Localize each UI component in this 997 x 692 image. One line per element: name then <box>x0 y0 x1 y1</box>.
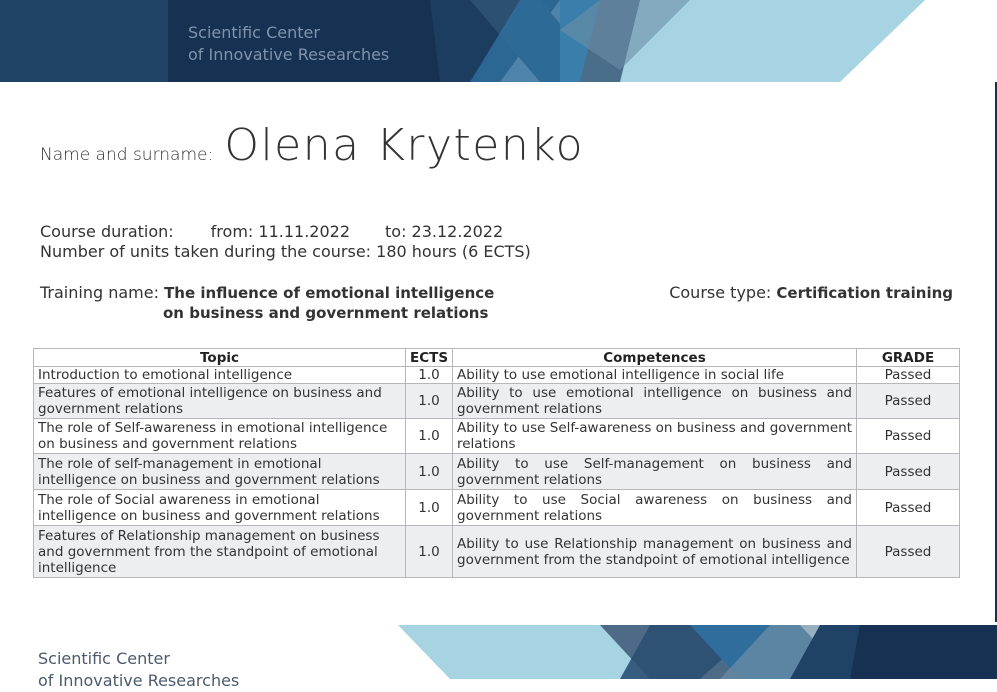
topic-cell: Introduction to emotional intelligence <box>34 367 406 384</box>
header-org-line1: Scientific Center <box>188 23 320 42</box>
course-duration-row <box>40 222 531 242</box>
header-ects: ECTS <box>406 349 453 367</box>
course-info <box>40 222 531 262</box>
grade-cell: Passed <box>857 454 960 490</box>
topic-cell: Features of emotional intelligence on business and government relations <box>34 384 406 419</box>
header-competences: Competences <box>453 349 857 367</box>
header-grade: GRADE <box>857 349 960 367</box>
table-header-row <box>34 349 960 367</box>
competence-cell: Ability to use Self-management on business and government relations <box>453 454 857 490</box>
ects-cell: 1.0 <box>406 454 453 490</box>
footer-organization-name <box>38 648 239 692</box>
ects-cell: 1.0 <box>406 367 453 384</box>
grade-cell: Passed <box>857 419 960 454</box>
topic-cell: The role of Social awareness in emotional intelligence on business and government relations <box>34 490 406 526</box>
table-row <box>34 419 960 454</box>
topic-cell: The role of self-management in emotional intelligence on business and government relations <box>34 454 406 490</box>
competence-cell: Ability to use emotional intelligence on business and government relations <box>453 384 857 419</box>
header-org-line2: of Innovative Researches <box>188 45 390 64</box>
ects-cell: 1.0 <box>406 526 453 578</box>
grade-cell: Passed <box>857 490 960 526</box>
topic-cell: The role of Self-awareness in emotional intelligence on business and government relations <box>34 419 406 454</box>
competence-cell: Ability to use Self-awareness on business and government relations <box>453 419 857 454</box>
header-organization-name <box>188 22 389 66</box>
participant-name: Olena Krytenko <box>224 120 585 171</box>
topics-table <box>33 348 960 578</box>
grade-cell: Passed <box>857 526 960 578</box>
header-geometric-decoration <box>0 0 997 82</box>
from-date: 11.11.2022 <box>258 222 350 241</box>
competence-cell: Ability to use Social awareness on business and government relations <box>453 490 857 526</box>
table-row <box>34 454 960 490</box>
table-row <box>34 490 960 526</box>
training-name-block <box>40 283 494 323</box>
units-row: Number of units taken during the course: 180 hours (6 ECTS) <box>40 242 531 261</box>
course-type-block <box>669 283 953 303</box>
from-label: from: <box>210 222 254 241</box>
to-date: 23.12.2022 <box>411 222 504 241</box>
course-type-label: Course type: <box>669 283 772 302</box>
training-label: Training name: <box>40 283 159 302</box>
to-label: to: <box>385 222 407 241</box>
ects-cell: 1.0 <box>406 384 453 419</box>
ects-cell: 1.0 <box>406 419 453 454</box>
grade-cell: Passed <box>857 367 960 384</box>
footer-org-line2: of Innovative Researches <box>38 671 240 690</box>
grade-cell: Passed <box>857 384 960 419</box>
training-name-line2: on business and government relations <box>163 304 489 322</box>
header-topic: Topic <box>34 349 406 367</box>
duration-label: Course duration: <box>40 222 174 241</box>
training-name-line1: The influence of emotional intelligence <box>164 284 495 302</box>
topic-cell: Features of Relationship management on business and government from the standpoint of emotional intelligence <box>34 526 406 578</box>
table-row <box>34 384 960 419</box>
header-banner <box>0 0 997 82</box>
course-type-value: Certification training <box>776 284 953 302</box>
competence-cell: Ability to use Relationship management on business and government from the standpoint of emotional intelligence <box>453 526 857 578</box>
participant-row <box>40 120 584 171</box>
name-label: Name and surname: <box>40 145 214 165</box>
ects-cell: 1.0 <box>406 490 453 526</box>
table-row <box>34 526 960 578</box>
table-row <box>34 367 960 384</box>
competence-cell: Ability to use emotional intelligence in social life <box>453 367 857 384</box>
footer-org-line1: Scientific Center <box>38 649 170 668</box>
